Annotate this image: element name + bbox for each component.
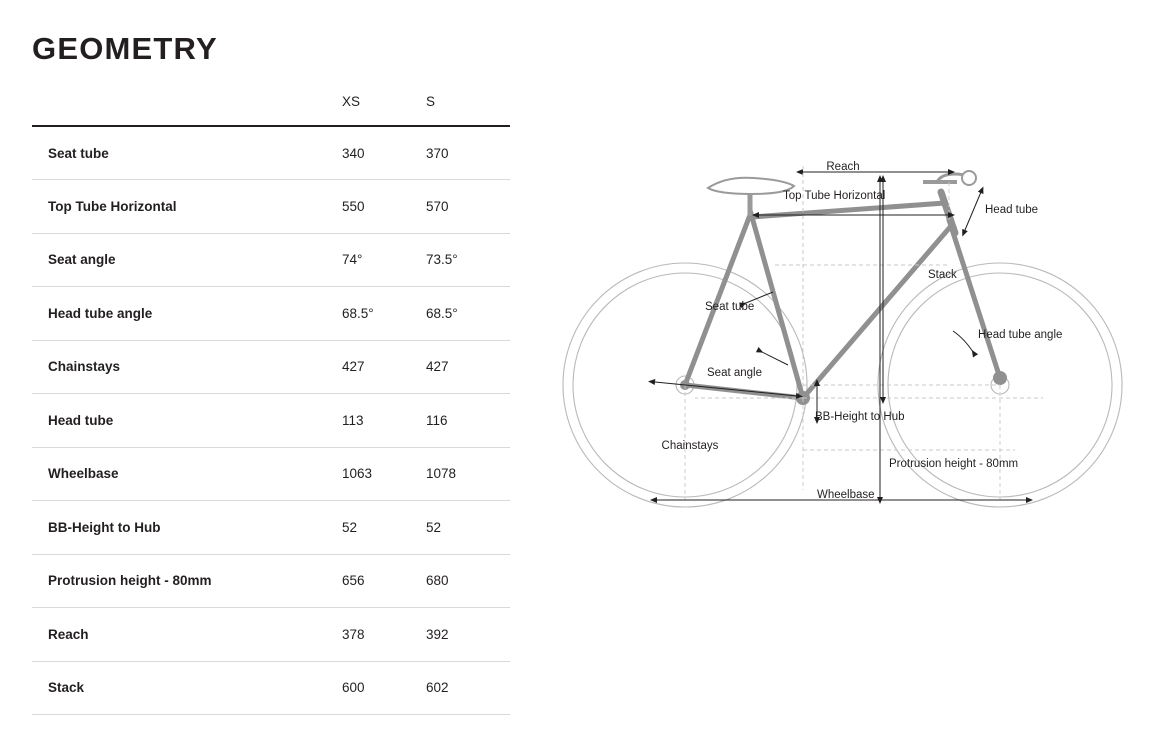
row-value-xs: 52 <box>342 501 426 555</box>
row-value-s: 1078 <box>426 447 510 501</box>
bicycle-geometry-diagram <box>545 120 1155 540</box>
wheels-group <box>563 263 1122 507</box>
table-row <box>32 608 510 662</box>
table-row <box>32 126 510 180</box>
table-header-row <box>32 85 510 126</box>
row-value-xs: 1063 <box>342 447 426 501</box>
label-head-tube-angle: Head tube angle <box>978 329 1063 341</box>
row-label: Seat tube <box>32 126 342 180</box>
label-protrusion-height: Protrusion height - 80mm <box>889 458 1019 470</box>
table-row <box>32 447 510 501</box>
table-row <box>32 554 510 608</box>
label-head-tube: Head tube <box>985 204 1039 216</box>
row-value-s: 370 <box>426 126 510 180</box>
row-value-xs: 340 <box>342 126 426 180</box>
row-label: BB-Height to Hub <box>32 501 342 555</box>
row-label: Wheelbase <box>32 447 342 501</box>
row-value-s: 427 <box>426 340 510 394</box>
table-row <box>32 340 510 394</box>
row-value-xs: 550 <box>342 180 426 234</box>
row-label: Protrusion height - 80mm <box>32 554 342 608</box>
row-value-xs: 74° <box>342 233 426 287</box>
row-value-xs: 656 <box>342 554 426 608</box>
row-value-s: 68.5° <box>426 287 510 341</box>
table-row <box>32 180 510 234</box>
label-seat-angle: Seat angle <box>707 367 762 379</box>
row-label: Seat angle <box>32 233 342 287</box>
label-chainstays: Chainstays <box>661 440 719 452</box>
table-row <box>32 661 510 715</box>
label-seat-tube: Seat tube <box>705 301 755 313</box>
row-value-xs: 378 <box>342 608 426 662</box>
row-value-s: 570 <box>426 180 510 234</box>
row-value-s: 73.5° <box>426 233 510 287</box>
row-value-s: 392 <box>426 608 510 662</box>
table-row <box>32 501 510 555</box>
table-row <box>32 287 510 341</box>
row-value-s: 602 <box>426 661 510 715</box>
label-stack: Stack <box>928 269 957 281</box>
row-label: Chainstays <box>32 340 342 394</box>
row-value-xs: 427 <box>342 340 426 394</box>
label-wheelbase: Wheelbase <box>817 489 875 501</box>
row-label: Stack <box>32 661 342 715</box>
row-value-s: 52 <box>426 501 510 555</box>
row-label: Head tube angle <box>32 287 342 341</box>
column-header-s: S <box>426 85 510 126</box>
row-value-xs: 68.5° <box>342 287 426 341</box>
table-body <box>32 126 510 715</box>
table-row <box>32 394 510 448</box>
row-label: Top Tube Horizontal <box>32 180 342 234</box>
row-label: Reach <box>32 608 342 662</box>
page-title: GEOMETRY <box>32 31 218 66</box>
row-value-xs: 113 <box>342 394 426 448</box>
table-row <box>32 233 510 287</box>
row-value-xs: 600 <box>342 661 426 715</box>
geometry-table <box>32 85 510 715</box>
table-header <box>32 85 510 126</box>
row-value-s: 116 <box>426 394 510 448</box>
column-header-xs: XS <box>342 85 426 126</box>
row-label: Head tube <box>32 394 342 448</box>
column-header-name <box>32 85 342 126</box>
label-top-tube-horizontal: Top Tube Horizontal <box>783 190 886 202</box>
label-reach: Reach <box>826 161 860 173</box>
row-value-s: 680 <box>426 554 510 608</box>
label-bb-height-to-hub: BB-Height to Hub <box>815 411 905 423</box>
